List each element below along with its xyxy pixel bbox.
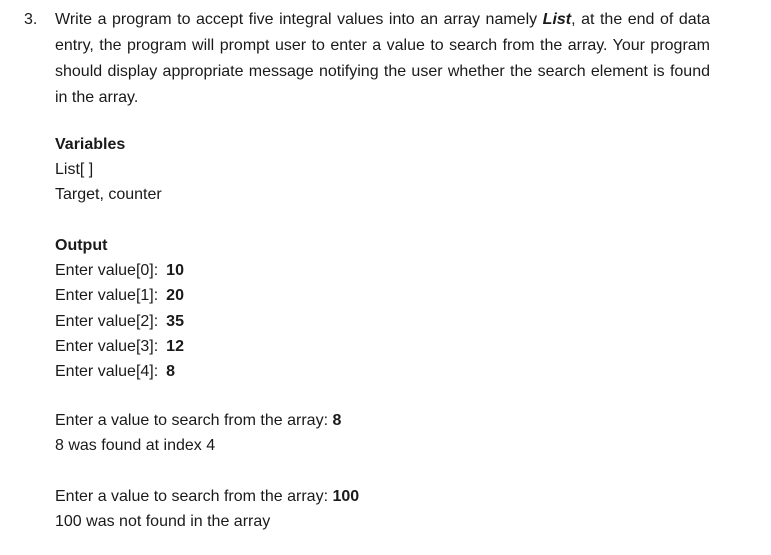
- output-entry: [55, 258, 184, 283]
- output-entry: [55, 334, 184, 359]
- entry-prompt: Enter value[4]:: [55, 363, 159, 381]
- search-prompt-line: [55, 408, 341, 433]
- search-result-found: [55, 408, 341, 458]
- output-entry: [55, 359, 184, 384]
- question-text-part1: Write a program to accept five integral values into an array namely: [55, 11, 543, 28]
- entry-prompt: Enter value[3]:: [55, 337, 159, 355]
- search-prompt: Enter a value to search from the array:: [55, 488, 333, 505]
- variables-section: [55, 132, 162, 208]
- entry-value: 20: [166, 287, 184, 305]
- search-input-value: 100: [332, 488, 360, 505]
- question-text: [55, 7, 710, 111]
- output-entry: [55, 283, 184, 308]
- entry-value: 12: [166, 337, 184, 355]
- output-section: [55, 233, 184, 384]
- search-result-message: 100 was not found in the array: [55, 513, 271, 531]
- output-entry: [55, 309, 184, 334]
- variable-item: List[ ]: [55, 161, 94, 179]
- output-heading: Output: [55, 237, 108, 254]
- variables-heading: Variables: [55, 136, 126, 153]
- entry-value: 8: [166, 363, 176, 381]
- entry-prompt: Enter value[2]:: [55, 312, 159, 330]
- entry-value: 10: [166, 262, 184, 280]
- entry-prompt: Enter value[0]:: [55, 262, 159, 280]
- search-result-not-found: [55, 484, 359, 534]
- entry-value: 35: [166, 312, 184, 330]
- question-number: 3.: [24, 11, 38, 28]
- question-text-part2: , at the end of data entry, the program will prompt user to enter a value to search from the array. Your program should display appropriate message notifying the user whether the search element is found in the array.: [55, 11, 711, 106]
- variable-item: Target, counter: [55, 186, 162, 204]
- search-prompt: Enter a value to search from the array:: [55, 412, 333, 429]
- search-input-value: 8: [332, 412, 342, 429]
- search-result-message: 8 was found at index 4: [55, 437, 216, 455]
- search-prompt-line: [55, 484, 359, 509]
- array-name: List: [542, 11, 572, 28]
- entry-prompt: Enter value[1]:: [55, 287, 159, 305]
